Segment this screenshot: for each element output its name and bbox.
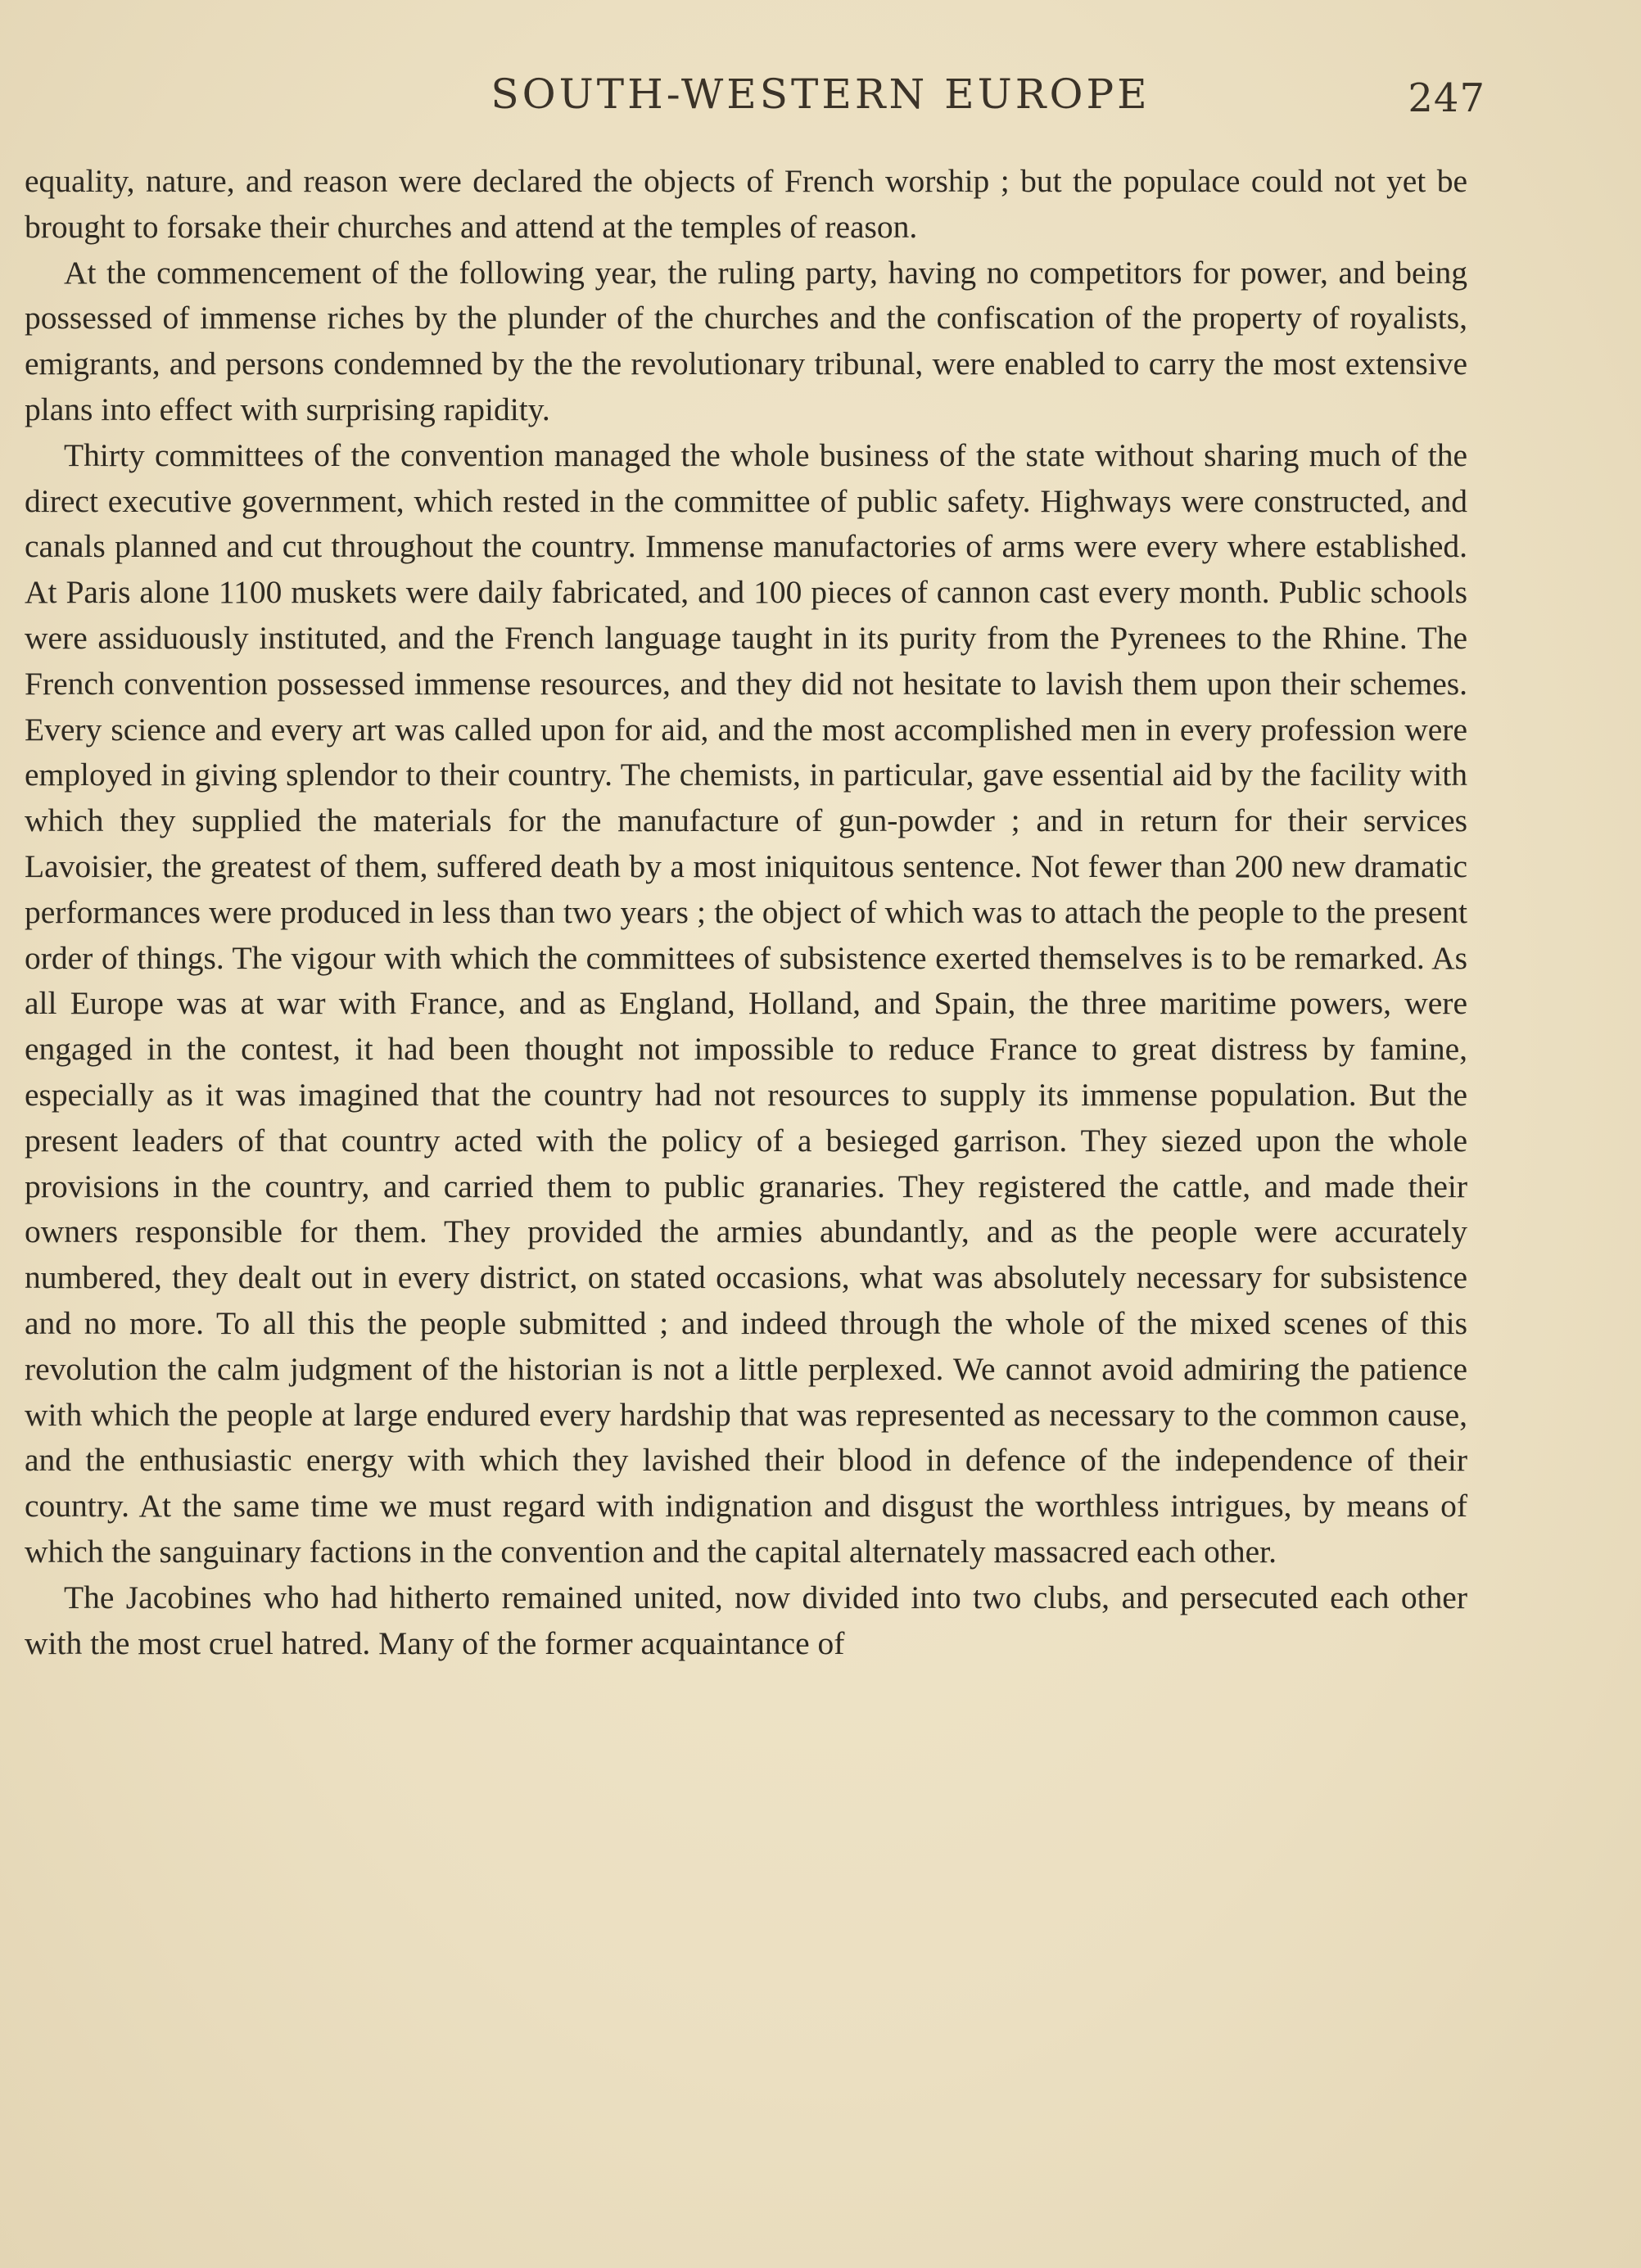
body-text xyxy=(25,159,1467,1666)
paragraph: equality, nature, and reason were declared the objects of French worship ; but the populace could not yet be brought to forsake their churches and attend at the temples of reason. xyxy=(25,163,1467,245)
running-title: SOUTH-WESTERN EUROPE xyxy=(490,70,1151,118)
paragraph: At the commencement of the following year, the ruling party, having no competitors for power, and being possessed of immense riches by the plunder of the churches and the confiscation of the property of royalists, emigrants, and persons condemned by the the revolutionary tribunal, were enabled to carry the most extensive plans into effect with surprising rapidity. xyxy=(25,254,1467,427)
paragraph: Thirty committees of the convention managed the whole business of the state without sharing much of the direct executive government, which rested in the committee of public safety. Highways were constructed, and canals planned and cut throughout the country. Immense manufactories of arms were every where established. At Paris alone 1100 muskets were daily fabricated, and 100 pieces of cannon cast every month. Public schools were assiduously instituted, and the French language taught in its purity from the Pyrenees to the Rhine. The French convention possessed immense resources, and they did not hesitate to lavish them upon their schemes. Every science and every art was called upon for aid, and the most accomplished men in every profession were employed in giving splendor to their country. The chemists, in particular, gave essential aid by the facility with which they supplied the materials for the manufacture of gun-powder ; and in return for their services Lavoisier, the greatest of them, suffered death by a most iniquitous sentence. Not fewer than 200 new dramatic performances were produced in less than two years ; the object of which was to attach the people to the present order of things. The vigour with which the committees of subsistence exerted themselves is to be remarked. As all Europe was at war with France, and as England, Holland, and Spain, the three maritime powers, were engaged in the contest, it had been thought not impossible to reduce France to great distress by famine, especially as it was imagined that the country had not resources to supply its immense population. But the present leaders of that country acted with the policy of a besieged garrison. They siezed upon the whole provisions in the country, and carried them to public granaries. They registered the cattle, and made their owners responsible for them. They provided the armies abundantly, and as the people were accurately numbered, they dealt out in every district, on stated occasions, what was absolutely necessary for subsistence and no more. To all this the people submitted ; and indeed through the whole of the mixed scenes of this revolution the calm judgment of the historian is not a little perplexed. We cannot avoid admiring the patience with which the people at large endured every hardship that was represented as necessary to the common cause, and the enthusiastic energy with which they lavished their blood in defence of the independence of their country. At the same time we must regard with indignation and disgust the worthless intrigues, by means of which the sanguinary factions in the convention and the capital alternately massacred each other. xyxy=(25,436,1467,1570)
page-header xyxy=(0,64,1641,129)
page-number: 247 xyxy=(1408,75,1485,121)
paragraph: The Jacobines who had hitherto remained united, now divided into two clubs, and persecuted each other with the most cruel hatred. Many of the former acquaintance of xyxy=(25,1579,1467,1661)
